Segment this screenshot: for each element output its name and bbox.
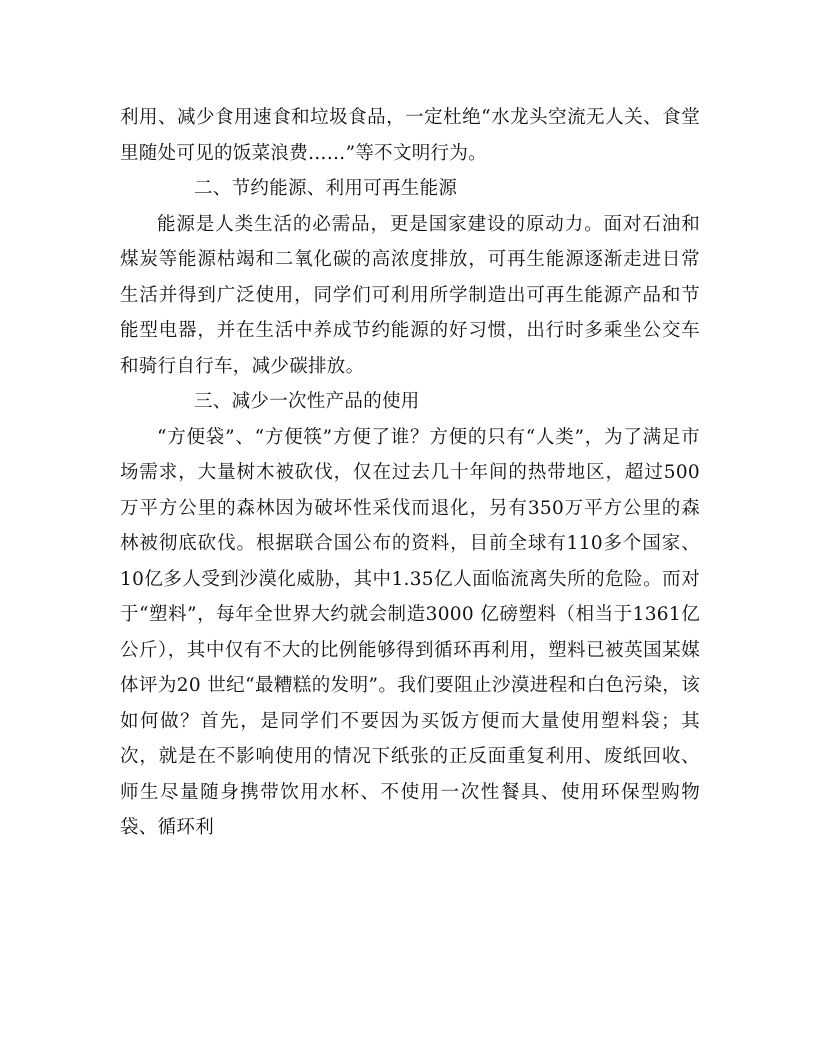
document-body: [120, 100, 700, 846]
paragraph-disposable: “方便袋”、“方便筷”方便了谁？方便的只有“人类”，为了满足市场需求，大量树木被砍伐，仅在过去几十年间的热带地区，超过500万平方公里的森林因为破坏性采伐而退化，另有350万平方公里的森林被彻底砍伐。根据联合国公布的资料，目前全球有110多个国家、10亿多人受到沙漠化威胁，其中1.35亿人面临流离失所的危险。而对于“塑料”，每年全世界大约就会制造3000 亿磅塑料（相当于1361亿公斤），其中仅有不大的比例能够得到循环再利用，塑料已被英国某媒体评为20 世纪“最糟糕的发明”。我们要阻止沙漠进程和白色污染，该如何做？首先，是同学们不要因为买饭方便而大量使用塑料袋；其次，就是在不影响使用的情况下纸张的正反面重复利用、废纸回收、师生尽量随身携带饮用水杯、不使用一次性餐具、使用环保型购物袋、循环利: [120, 426, 700, 838]
section-heading-disposable: 三、减少一次性产品的使用: [194, 391, 420, 412]
section-heading-energy: 二、节约能源、利用可再生能源: [194, 178, 458, 199]
paragraph-continuation: 利用、减少食用速食和垃圾食品，一定杜绝“水龙头空流无人关、食堂里随处可见的饭菜浪费……”等不文明行为。: [120, 107, 700, 164]
paragraph-energy: 能源是人类生活的必需品，更是国家建设的原动力。面对石油和煤炭等能源枯竭和二氧化碳的高浓度排放，可再生能源逐渐走进日常生活并得到广泛使用，同学们可利用所学制造出可再生能源产品和节能型电器，并在生活中养成节约能源的好习惯，出行时多乘坐公交车和骑行自行车，减少碳排放。: [120, 213, 700, 377]
